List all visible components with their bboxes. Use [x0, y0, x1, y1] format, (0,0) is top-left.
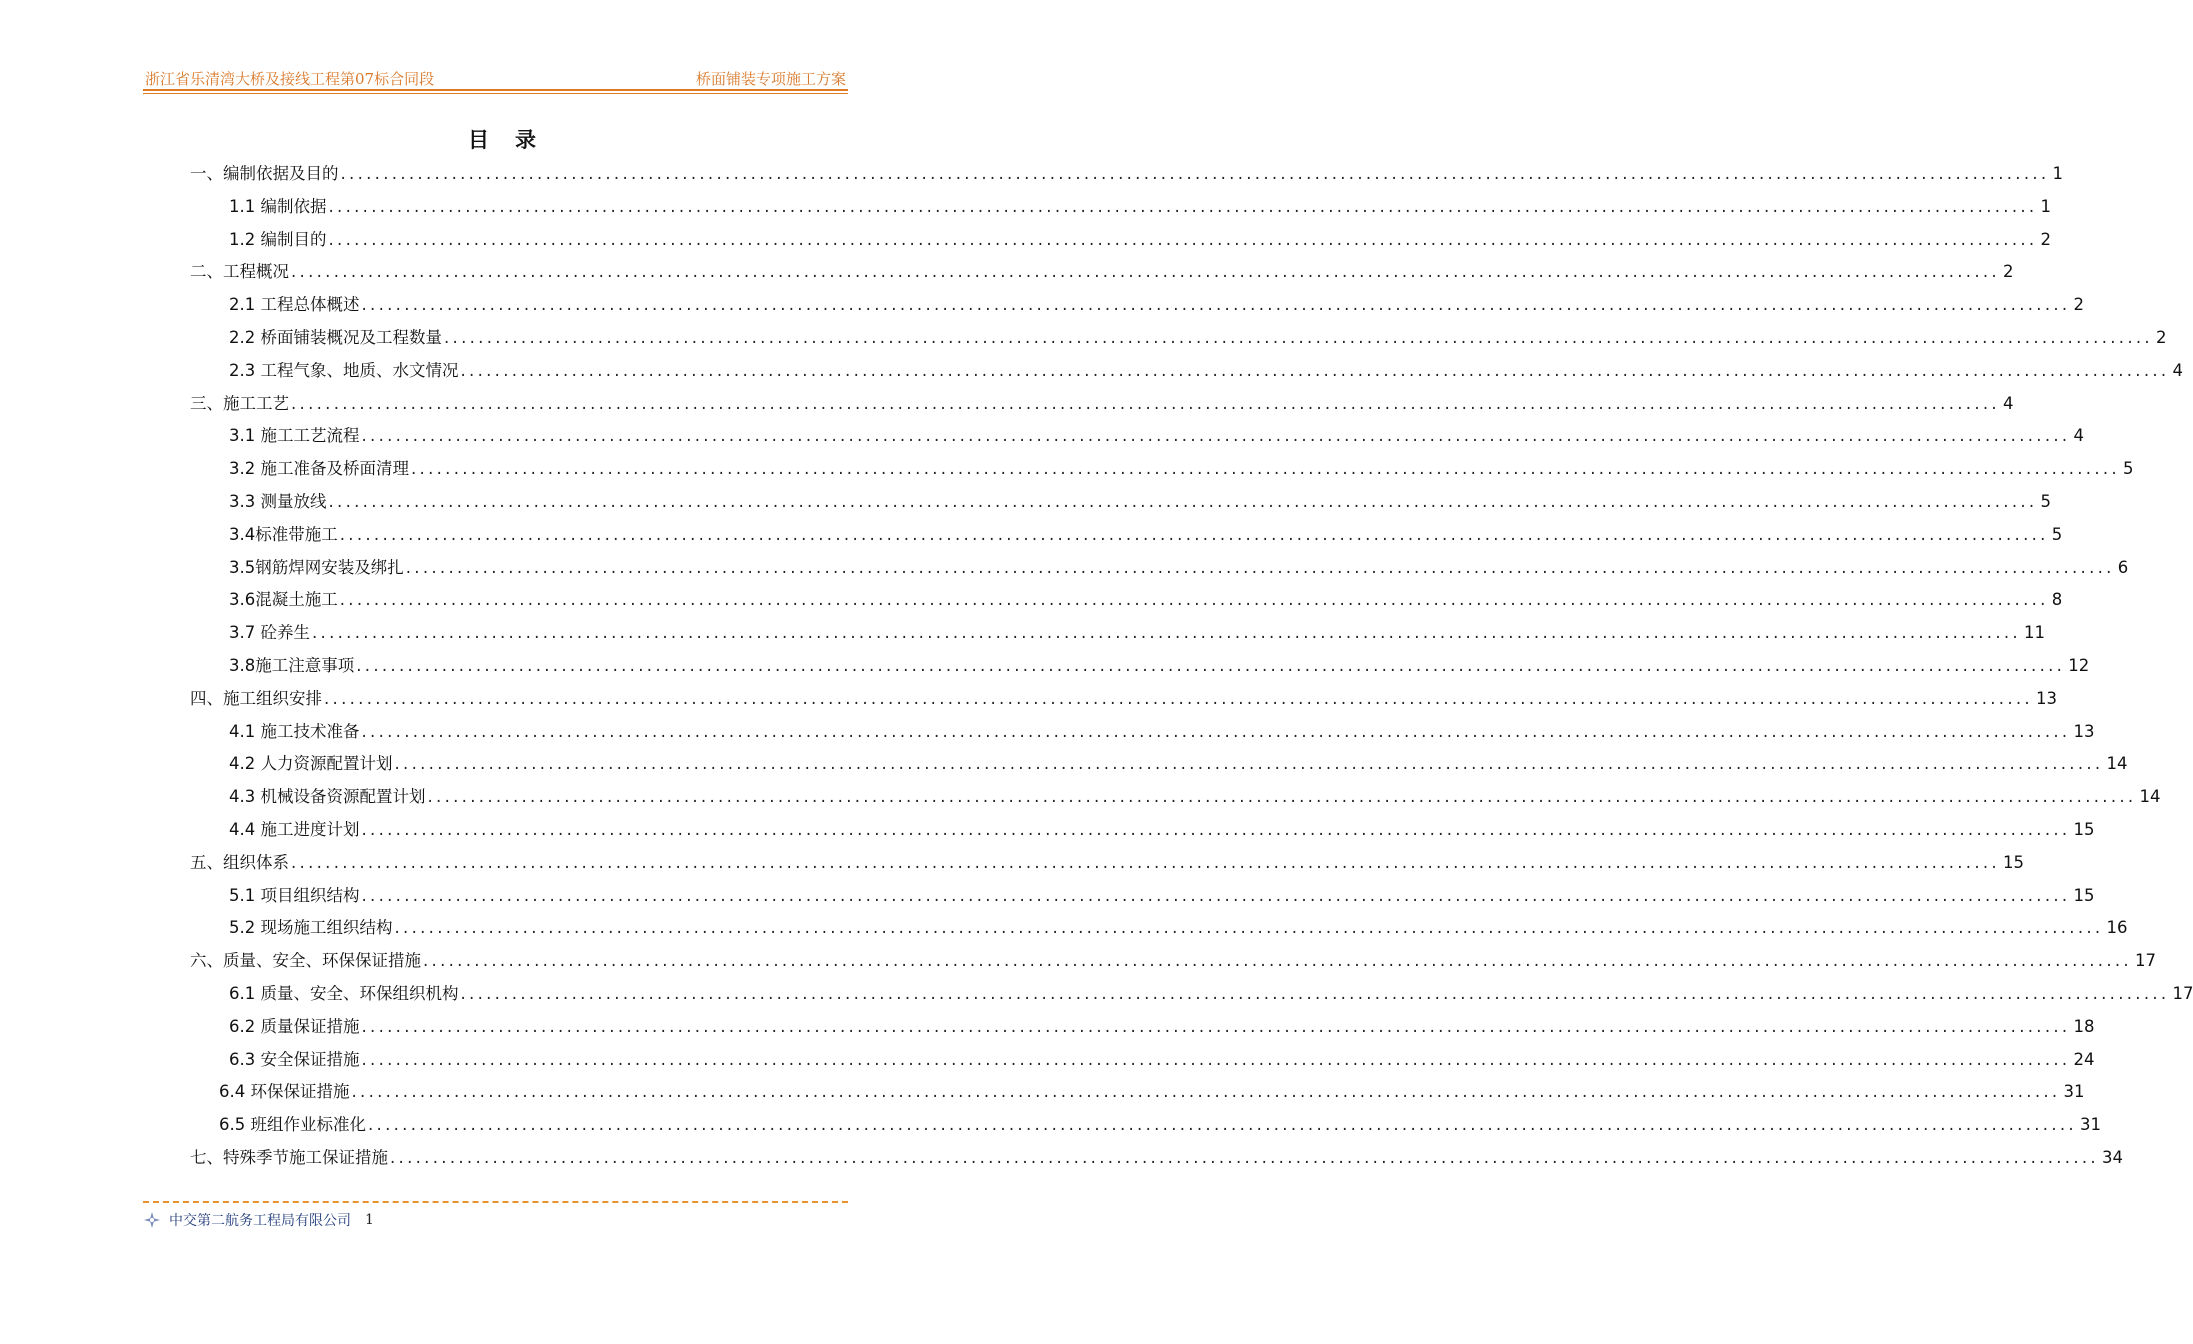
toc-entry: [190, 848, 2024, 878]
toc-entry-page: 15: [2073, 820, 2095, 839]
toc-entry: [229, 979, 2193, 1009]
toc-entry-page: 13: [2035, 688, 2057, 708]
toc-entry-label: 六、质量、安全、环保保证措施: [190, 951, 421, 971]
toc-entry: [229, 225, 2051, 255]
toc-entry-label: 3.3 测量放线: [229, 492, 327, 511]
toc-entry-page: 4: [2002, 393, 2014, 413]
toc-entry-label: 4.3 机械设备资源配置计划: [229, 787, 426, 807]
toc-entry: [190, 946, 2156, 976]
toc-entry-label: 2.2 桥面铺装概况及工程数量: [229, 328, 442, 347]
toc-entry: [190, 159, 2063, 189]
toc-entry: [190, 257, 2014, 287]
toc-entry-page: 18: [2073, 1016, 2095, 1036]
toc-leader-dots: ........................................................................................................................................................................................................: [351, 1082, 2061, 1102]
toc-entry: [229, 913, 2128, 943]
toc-leader-dots: ........................................................................................................................................................................................................: [361, 721, 2071, 741]
toc-entry: [219, 1110, 2101, 1140]
toc-leader-dots: ........................................................................................................................................................................................................: [390, 1148, 2099, 1167]
toc-entry-label: 4.1 施工技术准备: [229, 721, 360, 741]
toc-entry-label: 6.4 环保保证措施: [219, 1082, 350, 1102]
toc-entry-label: 七、特殊季节施工保证措施: [190, 1148, 388, 1167]
toc-entry-label: 6.5 班组作业标准化: [219, 1115, 366, 1135]
toc-entry-page: 4: [2073, 426, 2084, 446]
toc-entry-label: 一、编制依据及目的: [190, 164, 339, 183]
toc-entry: [229, 749, 2128, 779]
toc-entry-label: 3.2 施工准备及桥面清理: [229, 459, 409, 479]
toc-entry-page: 15: [2073, 885, 2095, 905]
toc-entry-page: 17: [2134, 951, 2156, 971]
toc-entry: [229, 651, 2090, 681]
toc-entry-page: 34: [2101, 1148, 2123, 1167]
toc-entry: [229, 290, 2084, 320]
toc-entry: [229, 356, 2183, 386]
footer-page-number: 1: [365, 1212, 374, 1228]
toc-entry-label: 五、组织体系: [190, 852, 289, 872]
toc-entry-label: 5.2 现场施工组织结构: [229, 918, 393, 938]
toc-leader-dots: ........................................................................................................................................................................................................: [339, 524, 2049, 544]
toc-entry-label: 1.2 编制目的: [229, 229, 327, 249]
toc-entry-label: 3.5钢筋焊网安装及绑扎: [229, 557, 404, 577]
toc-leader-dots: ........................................................................................................................................................................................................: [339, 590, 2049, 610]
toc-leader-dots: ........................................................................................................................................................................................................: [356, 656, 2066, 675]
header-document-title: 桥面铺装专项施工方案: [695, 70, 846, 88]
toc-entry: [190, 1143, 2123, 1173]
toc-entry-label: 6.3 安全保证措施: [229, 1049, 360, 1069]
toc-entry: [229, 454, 2134, 484]
toc-leader-dots: ........................................................................................................................................................................................................: [328, 229, 2038, 249]
toc-entry-page: 14: [2106, 754, 2128, 774]
toc-leader-dots: ........................................................................................................................................................................................................: [328, 196, 2038, 216]
toc-entry-page: 5: [2122, 459, 2134, 479]
toc-leader-dots: ........................................................................................................................................................................................................: [405, 557, 2115, 577]
toc-entry-label: 4.4 施工进度计划: [229, 820, 360, 839]
header-project-name: 浙江省乐清湾大桥及接线工程第07标合同段: [145, 70, 435, 88]
toc-leader-dots: ........................................................................................................................................................................................................: [361, 820, 2071, 839]
toc-entry-page: 12: [2068, 656, 2090, 675]
header-divider: [143, 89, 848, 94]
toc-entry: [229, 815, 2095, 845]
toc-leader-dots: ........................................................................................................................................................................................................: [423, 951, 2132, 971]
toc-entry-page: 24: [2073, 1049, 2095, 1069]
page-footer: [143, 1209, 374, 1231]
toc-entry-page: 1: [2052, 164, 2063, 183]
toc-leader-dots: ........................................................................................................................................................................................................: [328, 492, 2038, 511]
toc-entry-page: 2: [2040, 229, 2051, 249]
toc-entry-label: 6.2 质量保证措施: [229, 1016, 360, 1036]
toc-entry: [229, 421, 2084, 451]
toc-entry: [229, 1012, 2095, 1042]
toc-entry-page: 6: [2117, 557, 2129, 577]
toc-entry: [229, 618, 2045, 648]
toc-entry-label: 3.4标准带施工: [229, 524, 338, 544]
toc-leader-dots: ........................................................................................................................................................................................................: [291, 393, 2000, 413]
toc-leader-dots: ........................................................................................................................................................................................................: [312, 623, 2021, 643]
toc-entry-label: 3.6混凝土施工: [229, 590, 338, 610]
toc-leader-dots: ........................................................................................................................................................................................................: [361, 885, 2071, 905]
footer-divider: [143, 1201, 848, 1203]
footer-company-name: 中交第二航务工程局有限公司: [169, 1213, 351, 1229]
toc-entry-label: 4.2 人力资源配置计划: [229, 754, 393, 774]
toc-entry: [229, 585, 2063, 615]
toc-leader-dots: ........................................................................................................................................................................................................: [361, 426, 2071, 446]
toc-entry-page: 16: [2106, 918, 2128, 938]
toc-entry: [229, 487, 2051, 517]
toc-entry-page: 17: [2172, 984, 2193, 1003]
toc-leader-dots: ........................................................................................................................................................................................................: [368, 1115, 2077, 1135]
toc-leader-dots: ........................................................................................................................................................................................................: [291, 262, 2000, 282]
toc-leader-dots: ........................................................................................................................................................................................................: [427, 787, 2137, 807]
toc-leader-dots: ........................................................................................................................................................................................................: [411, 459, 2120, 479]
toc-leader-dots: ........................................................................................................................................................................................................: [361, 1049, 2071, 1069]
toc-entry: [229, 520, 2063, 550]
toc-entry-page: 31: [2063, 1082, 2085, 1102]
toc-entry: [229, 1045, 2095, 1075]
toc-entry: [229, 782, 2161, 812]
toc-entry: [229, 881, 2095, 911]
toc-title: 目录: [468, 128, 562, 152]
toc-entry-page: 8: [2051, 590, 2063, 610]
toc-leader-dots: ........................................................................................................................................................................................................: [361, 1016, 2071, 1036]
company-logo-icon: [143, 1211, 161, 1229]
toc-entry-page: 2: [2002, 262, 2014, 282]
toc-entry-page: 11: [2023, 623, 2045, 643]
toc-entry-label: 1.1 编制依据: [229, 196, 327, 216]
toc-entry-page: 5: [2040, 492, 2051, 511]
toc-entry: [219, 1077, 2085, 1107]
toc-entry: [229, 717, 2095, 747]
toc-entry: [190, 684, 2057, 714]
page-header: [143, 68, 848, 90]
toc-entry-page: 4: [2172, 360, 2183, 380]
toc-entry-label: 二、工程概况: [190, 262, 289, 282]
toc-leader-dots: ........................................................................................................................................................................................................: [444, 328, 2153, 347]
toc-entry-label: 2.1 工程总体概述: [229, 295, 360, 315]
toc-entry-label: 四、施工组织安排: [190, 688, 322, 708]
toc-leader-dots: ........................................................................................................................................................................................................: [340, 164, 2050, 183]
toc-entry-label: 3.7 砼养生: [229, 623, 310, 643]
toc-leader-dots: ........................................................................................................................................................................................................: [361, 295, 2071, 315]
toc-entry: [190, 389, 2014, 419]
toc-entry-page: 2: [2073, 295, 2084, 315]
toc-leader-dots: ........................................................................................................................................................................................................: [394, 918, 2104, 938]
toc-entry-page: 31: [2079, 1115, 2101, 1135]
toc-entry-label: 6.1 质量、安全、环保组织机构: [229, 984, 459, 1003]
toc-entry: [229, 323, 2167, 353]
toc-entry: [229, 192, 2051, 222]
toc-leader-dots: ........................................................................................................................................................................................................: [394, 754, 2104, 774]
toc-entry-label: 三、施工工艺: [190, 393, 289, 413]
toc-entry-page: 1: [2040, 196, 2051, 216]
toc-entry-page: 13: [2073, 721, 2095, 741]
toc-leader-dots: ........................................................................................................................................................................................................: [460, 360, 2170, 380]
toc-entry-label: 3.8施工注意事项: [229, 656, 355, 675]
toc-entry-page: 2: [2155, 328, 2167, 347]
toc-leader-dots: ........................................................................................................................................................................................................: [460, 984, 2170, 1003]
toc-entry-page: 5: [2051, 524, 2063, 544]
toc-entry-page: 14: [2139, 787, 2161, 807]
toc-entry-page: 15: [2002, 852, 2024, 872]
toc-entry-label: 5.1 项目组织结构: [229, 885, 360, 905]
toc-leader-dots: ........................................................................................................................................................................................................: [291, 852, 2000, 872]
toc-leader-dots: ........................................................................................................................................................................................................: [324, 688, 2033, 708]
toc-entry: [229, 553, 2129, 583]
toc-entry-label: 3.1 施工工艺流程: [229, 426, 360, 446]
toc-entry-label: 2.3 工程气象、地质、水文情况: [229, 360, 459, 380]
